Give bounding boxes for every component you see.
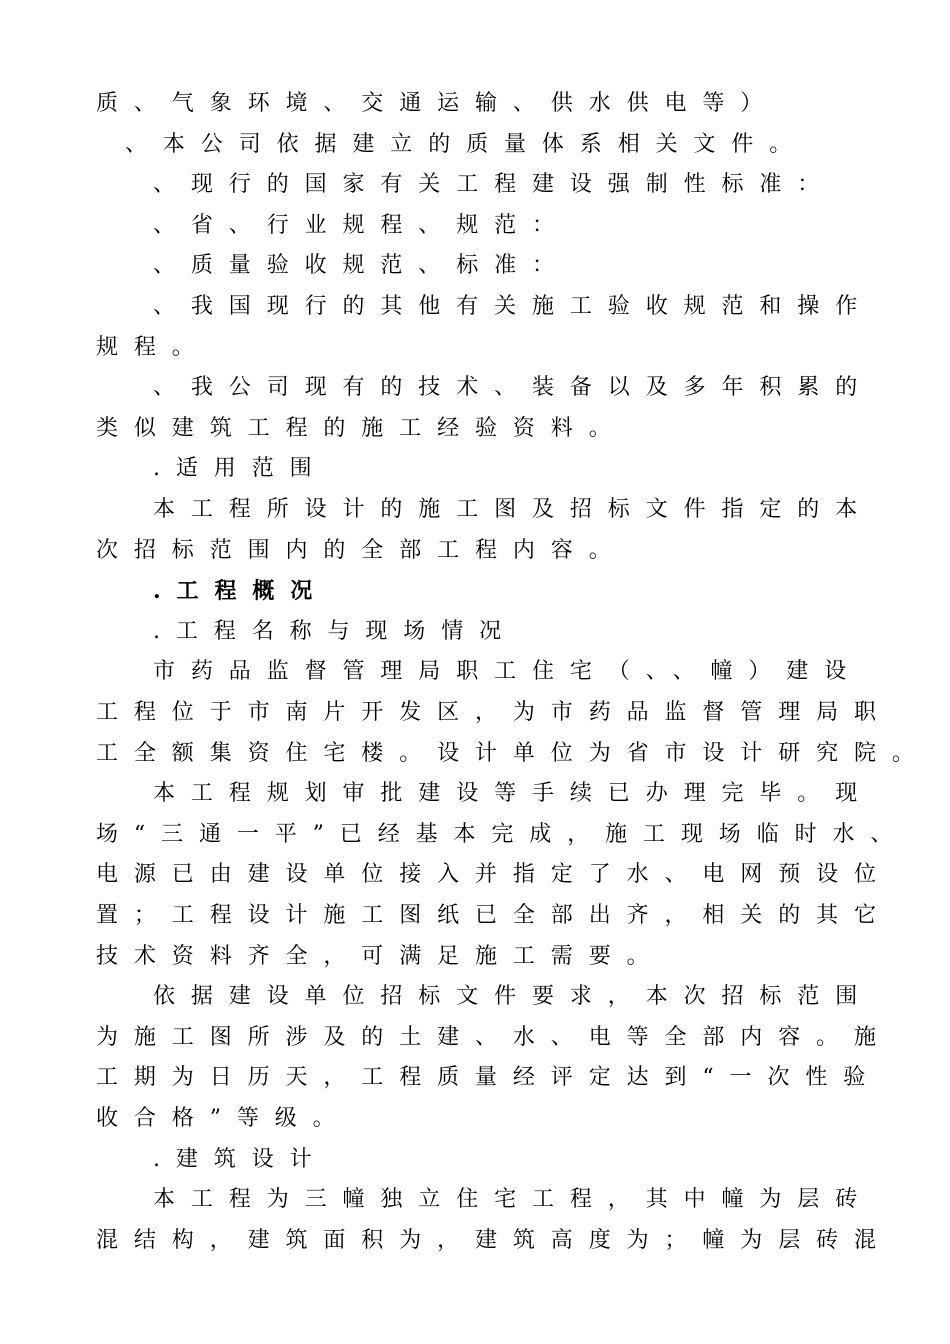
text-line: 为施工图所涉及的土建、水、电等全部内容。施 [96,1025,892,1050]
text-line: 次招标范围内的全部工程内容。 [96,538,627,563]
text-line: 、质量验收规范、标准： [153,253,570,278]
text-line: 市药品监督管理局职工住宅（、、幢）建设 [153,659,863,684]
text-line: 置；工程设计施工图纸已全部出齐，相关的其它 [96,903,892,928]
text-line: 工期为日历天，工程质量经评定达到“一次性验 [96,1065,882,1090]
text-line: 、本公司依据建立的质量体系相关文件。 [125,132,808,157]
text-line: 收合格”等级。 [96,1106,351,1131]
text-line: 质、气象环境、交通运输、供水供电等） [96,91,779,116]
text-line: 、现行的国家有关工程建设强制性标准： [153,172,836,197]
section-heading: .工程概况 [153,578,329,604]
text-line: 本工程所设计的施工图及招标文件指定的本 [153,497,874,522]
text-line: 场“三通一平”已经基本完成，施工现场临时水、 [96,822,909,847]
text-line: 工全额集资住宅楼。设计单位为省市设计研究院。 [96,741,930,766]
section-heading: .建筑设计 [153,1147,328,1172]
text-line: 、省、行业规程、规范： [153,213,570,238]
text-line: 混结构，建筑面积为，建筑高度为；幢为层砖混 [96,1228,892,1253]
text-line: 、我公司现有的技术、装备以及多年积累的 [153,375,874,400]
text-line: 类似建筑工程的施工经验资料。 [96,416,627,441]
text-line: 规程。 [96,335,210,360]
section-heading: .适用范围 [153,456,328,481]
text-line: 技术资料齐全，可满足施工需要。 [96,944,665,969]
text-line: 本工程规划审批建设等手续已办理完毕。现 [153,781,874,806]
text-line: 本工程为三幢独立住宅工程，其中幢为层砖 [153,1187,874,1212]
text-line: 依据建设单位招标文件要求，本次招标范围 [153,984,874,1009]
text-line: 电源已由建设单位接入并指定了水、电网预设位 [96,862,892,887]
text-line: 、我国现行的其他有关施工验收规范和操作 [153,294,874,319]
text-line: 工程位于市南片开发区，为市药品监督管理局职 [96,700,892,725]
section-heading: .工程名称与现场情况 [153,619,517,644]
